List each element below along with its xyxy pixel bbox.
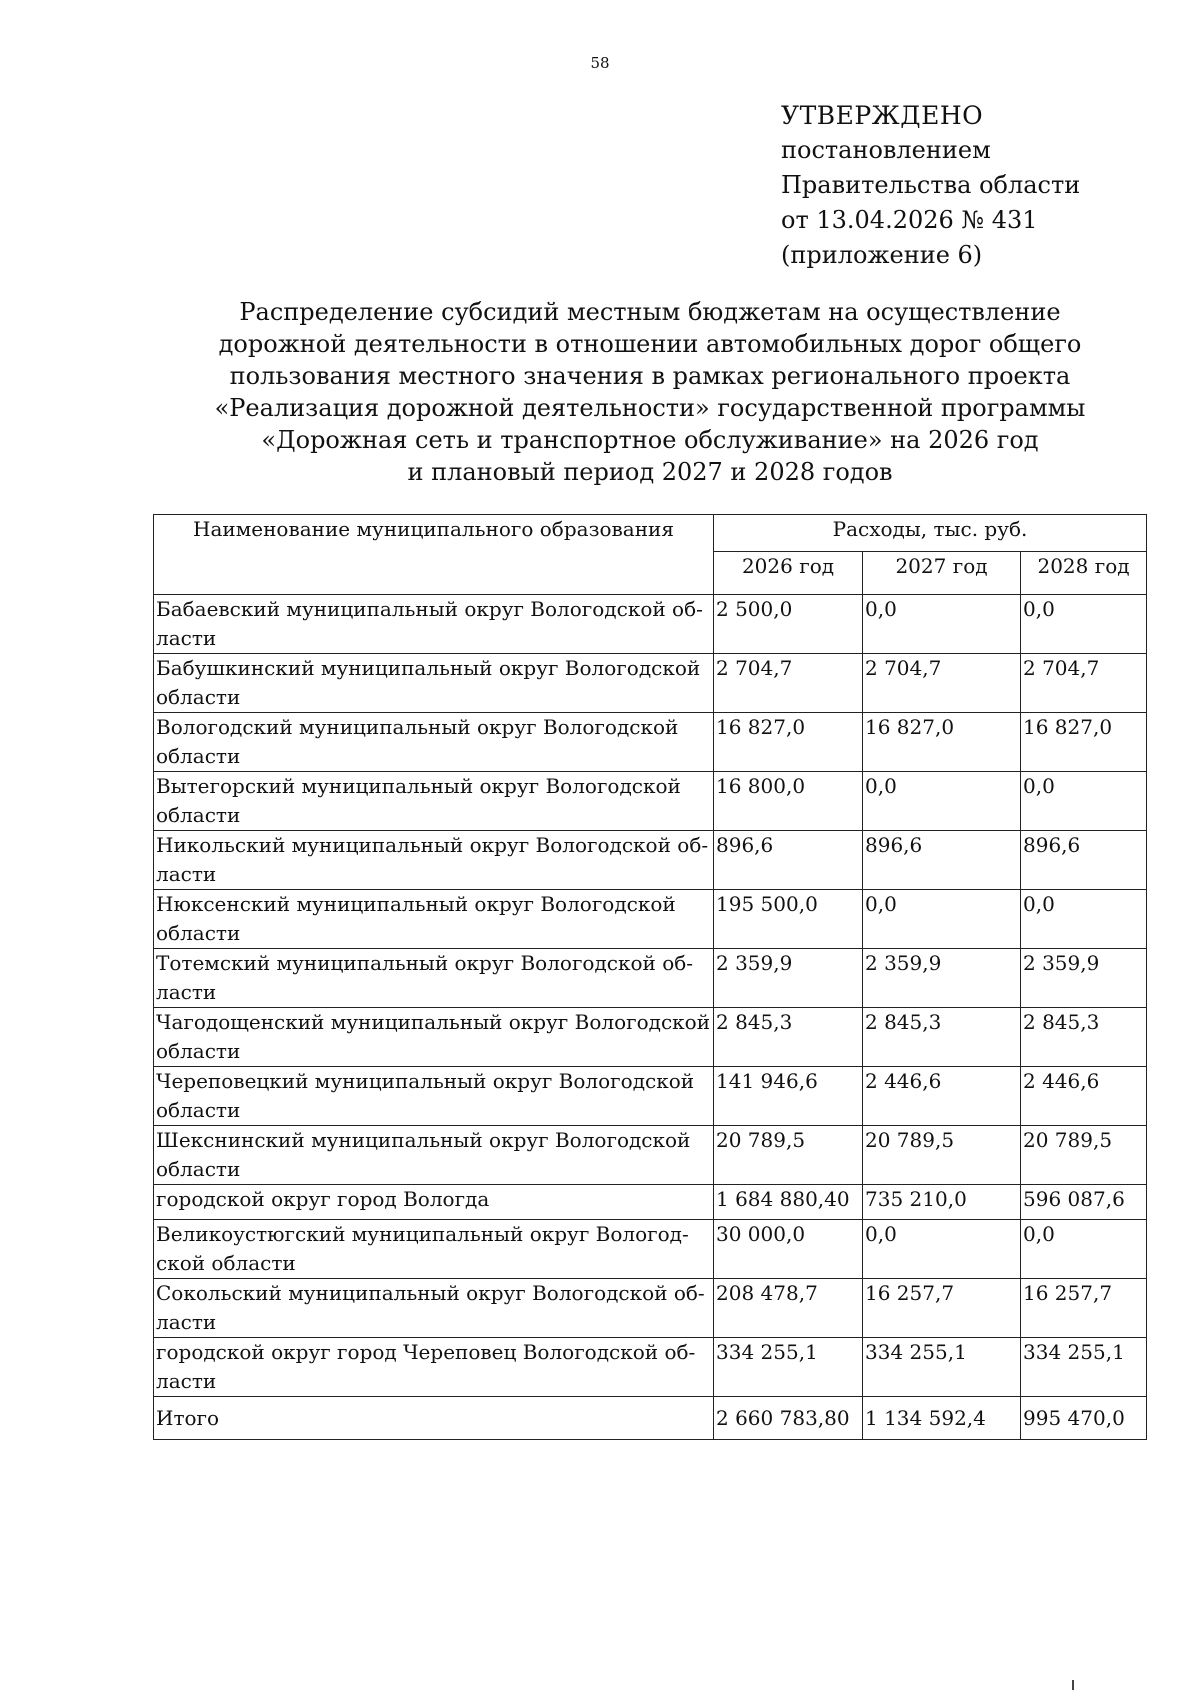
municipality-name: Сокольский муниципальный округ Вологодской об-ласти bbox=[154, 1279, 714, 1338]
value-2028: 334 255,1 bbox=[1021, 1338, 1147, 1397]
total-2026: 2 660 783,80 bbox=[714, 1397, 863, 1440]
value-2028: 0,0 bbox=[1021, 595, 1147, 654]
title-line: дорожной деятельности в отношении автомобильных дорог общего bbox=[218, 330, 1082, 358]
value-2026: 20 789,5 bbox=[714, 1126, 863, 1185]
value-2027: 0,0 bbox=[863, 1220, 1021, 1279]
table-row bbox=[154, 1338, 1147, 1397]
value-2026: 2 500,0 bbox=[714, 595, 863, 654]
table-row bbox=[154, 654, 1147, 713]
value-2027: 2 446,6 bbox=[863, 1067, 1021, 1126]
municipality-name: Нюксенский муниципальный округ Вологодской области bbox=[154, 890, 714, 949]
title-line: Распределение субсидий местным бюджетам на осуществление bbox=[239, 298, 1061, 326]
header-year-2028: 2028 год bbox=[1021, 552, 1147, 595]
value-2027: 0,0 bbox=[863, 595, 1021, 654]
municipality-name: Тотемский муниципальный округ Вологодской об-ласти bbox=[154, 949, 714, 1008]
total-label: Итого bbox=[154, 1397, 714, 1440]
title-line: и плановый период 2027 и 2028 годов bbox=[407, 458, 893, 486]
document-title bbox=[180, 296, 1120, 488]
value-2028: 596 087,6 bbox=[1021, 1185, 1147, 1220]
municipality-name: Бабушкинский муниципальный округ Вологодской области bbox=[154, 654, 714, 713]
table-row bbox=[154, 949, 1147, 1008]
approval-line: постановлением bbox=[781, 136, 991, 164]
value-2026: 1 684 880,40 bbox=[714, 1185, 863, 1220]
header-year-2026: 2026 год bbox=[714, 552, 863, 595]
signature-mark bbox=[1072, 1680, 1074, 1690]
value-2027: 2 704,7 bbox=[863, 654, 1021, 713]
approval-block bbox=[781, 98, 1080, 273]
municipality-name: Череповецкий муниципальный округ Вологодской области bbox=[154, 1067, 714, 1126]
value-2027: 2 359,9 bbox=[863, 949, 1021, 1008]
title-line: «Реализация дорожной деятельности» государственной программы bbox=[214, 394, 1086, 422]
value-2027: 2 845,3 bbox=[863, 1008, 1021, 1067]
table-row bbox=[154, 1185, 1147, 1220]
value-2026: 16 800,0 bbox=[714, 772, 863, 831]
header-year-2027: 2027 год bbox=[863, 552, 1021, 595]
total-row bbox=[154, 1397, 1147, 1440]
municipality-name: Никольский муниципальный округ Вологодской об-ласти bbox=[154, 831, 714, 890]
value-2027: 20 789,5 bbox=[863, 1126, 1021, 1185]
value-2028: 2 359,9 bbox=[1021, 949, 1147, 1008]
value-2028: 20 789,5 bbox=[1021, 1126, 1147, 1185]
value-2026: 16 827,0 bbox=[714, 713, 863, 772]
value-2028: 16 827,0 bbox=[1021, 713, 1147, 772]
municipality-name: Чагодощенский муниципальный округ Вологодской области bbox=[154, 1008, 714, 1067]
value-2028: 0,0 bbox=[1021, 772, 1147, 831]
value-2027: 334 255,1 bbox=[863, 1338, 1021, 1397]
approval-stamp: УТВЕРЖДЕНО bbox=[781, 101, 984, 130]
value-2028: 0,0 bbox=[1021, 1220, 1147, 1279]
value-2027: 16 827,0 bbox=[863, 713, 1021, 772]
value-2026: 2 704,7 bbox=[714, 654, 863, 713]
value-2028: 2 446,6 bbox=[1021, 1067, 1147, 1126]
value-2027: 0,0 bbox=[863, 890, 1021, 949]
table-row bbox=[154, 1279, 1147, 1338]
value-2028: 0,0 bbox=[1021, 890, 1147, 949]
value-2027: 16 257,7 bbox=[863, 1279, 1021, 1338]
table-row bbox=[154, 890, 1147, 949]
value-2026: 2 845,3 bbox=[714, 1008, 863, 1067]
value-2026: 334 255,1 bbox=[714, 1338, 863, 1397]
page-number: 58 bbox=[590, 54, 610, 72]
value-2026: 30 000,0 bbox=[714, 1220, 863, 1279]
municipality-name: городской округ город Вологда bbox=[154, 1185, 714, 1220]
municipality-name: городской округ город Череповец Вологодской об-ласти bbox=[154, 1338, 714, 1397]
municipality-name: Вытегорский муниципальный округ Вологодской области bbox=[154, 772, 714, 831]
value-2026: 208 478,7 bbox=[714, 1279, 863, 1338]
table-row bbox=[154, 831, 1147, 890]
header-municipality: Наименование муниципального образования bbox=[154, 515, 714, 595]
total-2028: 995 470,0 bbox=[1021, 1397, 1147, 1440]
table-row bbox=[154, 1067, 1147, 1126]
value-2026: 896,6 bbox=[714, 831, 863, 890]
title-line: «Дорожная сеть и транспортное обслуживание» на 2026 год bbox=[261, 426, 1039, 454]
header-expenses: Расходы, тыс. руб. bbox=[714, 515, 1147, 552]
value-2026: 2 359,9 bbox=[714, 949, 863, 1008]
table-row bbox=[154, 1126, 1147, 1185]
total-2027: 1 134 592,4 bbox=[863, 1397, 1021, 1440]
municipality-name: Вологодский муниципальный округ Вологодской области bbox=[154, 713, 714, 772]
table-row bbox=[154, 1008, 1147, 1067]
table-row bbox=[154, 713, 1147, 772]
value-2028: 2 845,3 bbox=[1021, 1008, 1147, 1067]
approval-line: от 13.04.2026 № 431 bbox=[781, 206, 1038, 234]
table-row bbox=[154, 595, 1147, 654]
value-2027: 0,0 bbox=[863, 772, 1021, 831]
municipality-name: Шекснинский муниципальный округ Вологодской области bbox=[154, 1126, 714, 1185]
value-2028: 2 704,7 bbox=[1021, 654, 1147, 713]
approval-line: Правительства области bbox=[781, 171, 1081, 199]
value-2027: 735 210,0 bbox=[863, 1185, 1021, 1220]
subsidy-table bbox=[153, 514, 1147, 1440]
municipality-name: Бабаевский муниципальный округ Вологодской об-ласти bbox=[154, 595, 714, 654]
municipality-name: Великоустюгский муниципальный округ Вологод-ской области bbox=[154, 1220, 714, 1279]
table-row bbox=[154, 772, 1147, 831]
value-2027: 896,6 bbox=[863, 831, 1021, 890]
value-2026: 141 946,6 bbox=[714, 1067, 863, 1126]
value-2028: 16 257,7 bbox=[1021, 1279, 1147, 1338]
value-2026: 195 500,0 bbox=[714, 890, 863, 949]
title-line: пользования местного значения в рамках регионального проекта bbox=[229, 362, 1071, 390]
value-2028: 896,6 bbox=[1021, 831, 1147, 890]
approval-line: (приложение 6) bbox=[781, 241, 983, 269]
table-row bbox=[154, 1220, 1147, 1279]
